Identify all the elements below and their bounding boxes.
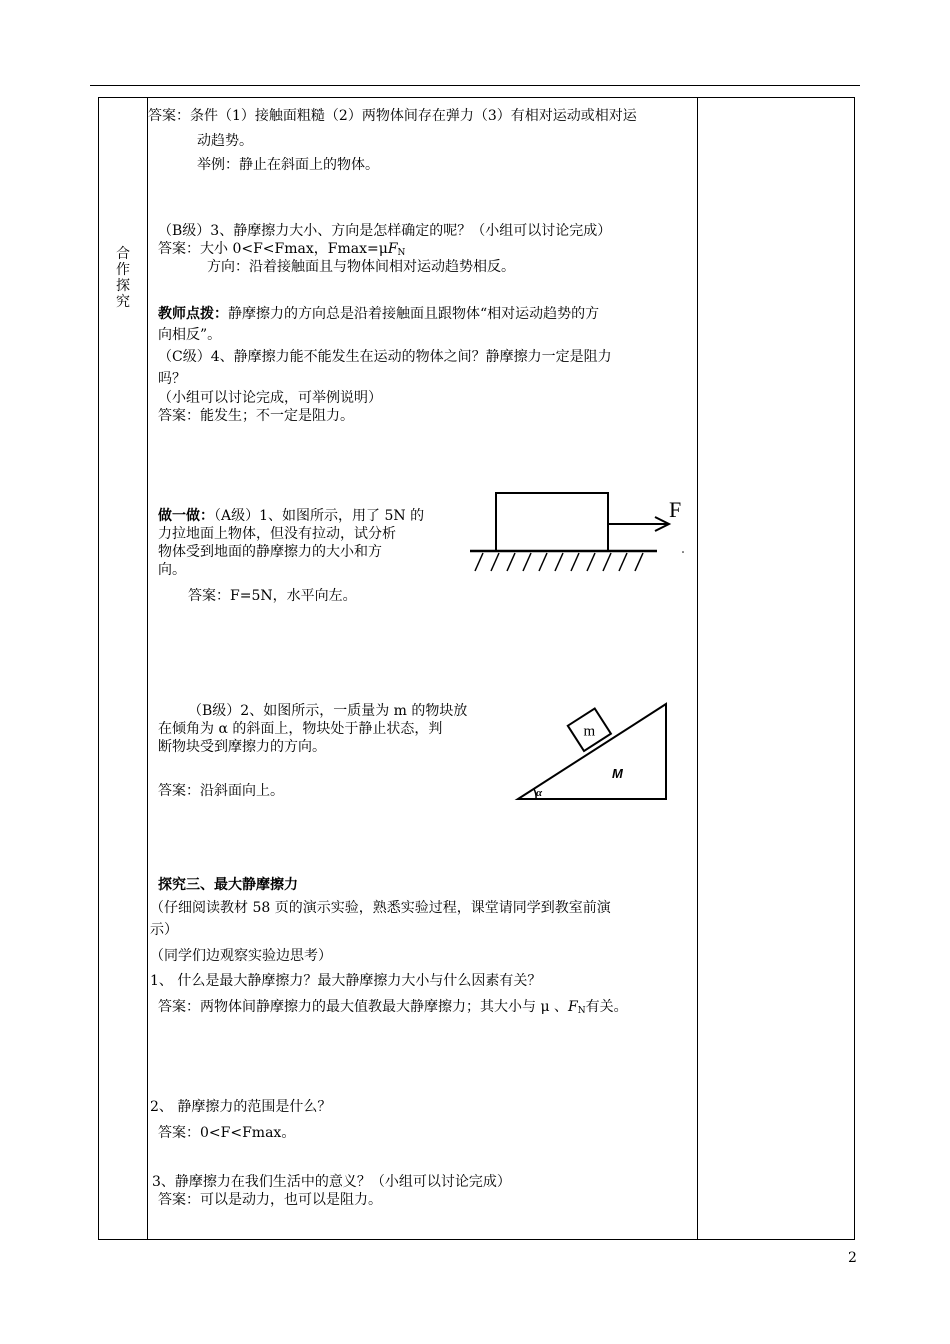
- block-label: m: [583, 723, 596, 740]
- figure-block-on-incline: [512, 700, 672, 805]
- ex3-question-3: 3、静摩擦力在我们生活中的意义？（小组可以讨论完成）: [152, 1174, 511, 1190]
- do-q2-line1: （B级）2、如图所示，一质量为 m 的物块放: [188, 703, 468, 719]
- ex3-instruction: （仔细阅读教材 58 页的演示实验，熟悉实验过程，课堂请同学到教室前演: [150, 900, 611, 916]
- teacher-note-cont: 向相反”。: [158, 327, 222, 343]
- ground-hatching: [475, 553, 643, 571]
- question-c4: （C级）4、静摩擦力能不能发生在运动的物体之间？静摩擦力一定是阻力: [158, 349, 612, 365]
- figure-block-on-ground: [465, 485, 690, 580]
- ex3-question-1: 1、 什么是最大静摩擦力？最大静摩擦力大小与什么因素有关？: [150, 973, 542, 989]
- ex3-answer-3: 答案：可以是动力，也可以是阻力。: [158, 1192, 382, 1208]
- answer-b3-size: 答案：大小 0<F<Fmax，$Fmax=\mu F_N$: [158, 241, 406, 258]
- question-c4-cont: 吗？: [158, 371, 186, 387]
- do-q1-answer: 答案：F=5N，水平向左。: [188, 588, 357, 604]
- section-title: 探究三、最大静摩擦力: [158, 877, 298, 893]
- column-divider: [697, 98, 698, 1239]
- question-b3: （B级）3、静摩擦力大小、方向是怎样确定的呢？（小组可以讨论完成）: [158, 223, 612, 239]
- force-label: F: [669, 497, 682, 522]
- ex3-note: （同学们边观察实验边思考）: [150, 948, 332, 964]
- answer-line: 答案：条件（1）接触面粗糙（2）两物体间存在弹力（3）有相对运动或相对运: [148, 108, 637, 124]
- do-q1-line1: 做一做：（A级）1、如图所示，用了 5N 的: [158, 508, 425, 524]
- ex3-question-2: 2、 静摩擦力的范围是什么？: [150, 1099, 332, 1115]
- do-q1-line4: 向。: [158, 562, 186, 578]
- page-number: 2: [848, 1250, 857, 1266]
- teacher-note: 教师点拨：静摩擦力的方向总是沿着接触面且跟物体“相对运动趋势的方: [158, 306, 600, 322]
- header-rule: [90, 85, 860, 86]
- answer-b3-direction: 方向：沿着接触面且与物体间相对运动趋势相反。: [207, 259, 515, 275]
- column-divider: [147, 98, 148, 1239]
- question-c4-note: （小组可以讨论完成，可举例说明）: [158, 390, 382, 406]
- do-q1-line3: 物体受到地面的静摩擦力的大小和方: [158, 544, 382, 560]
- do-q2-line2: 在倾角为 α 的斜面上，物块处于静止状态，判: [158, 721, 443, 737]
- answer-line: 动趋势。: [197, 133, 253, 149]
- example-line: 举例：静止在斜面上的物体。: [197, 157, 379, 173]
- ex3-instruction-cont: 示）: [150, 922, 178, 938]
- do-q2-line3: 断物块受到摩擦力的方向。: [158, 739, 326, 755]
- angle-label: α: [536, 787, 543, 799]
- do-q1-line2: 力拉地面上物体，但没有拉动，试分析: [158, 526, 396, 542]
- answer-c4: 答案：能发生；不一定是阻力。: [158, 408, 354, 424]
- incline-label: M: [612, 766, 623, 781]
- section-label: 合 作 探 究: [116, 246, 130, 310]
- ex3-answer-1: 答案：两物体间静摩擦力的最大值教最大静摩擦力；其大小与 μ 、$F_N$有关。: [158, 999, 628, 1016]
- do-q2-answer: 答案：沿斜面向上。: [158, 783, 284, 799]
- ex3-answer-2: 答案：0<F<Fmax。: [158, 1125, 296, 1141]
- block: [496, 493, 608, 551]
